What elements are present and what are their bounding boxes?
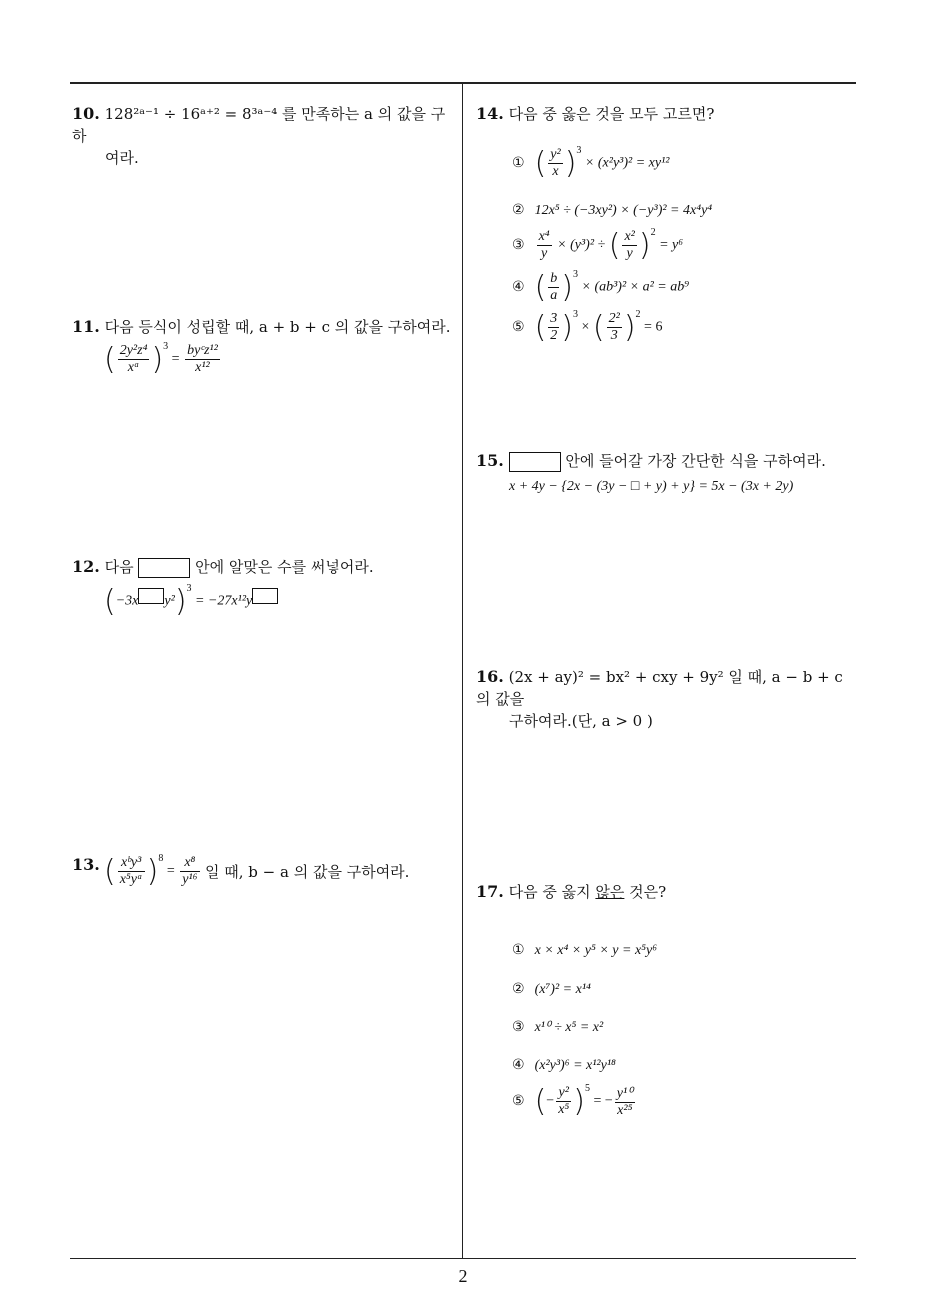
option-text: 12x⁵ ÷ (−3xy²) × (−y³)² = 4x⁴y⁴ xyxy=(534,203,713,218)
question-number: 11. xyxy=(72,317,100,336)
answer-box xyxy=(138,558,190,578)
option-text: × (y³)² ÷ xyxy=(557,237,606,253)
option-text: × (x²y³)² = xy¹² xyxy=(584,155,670,171)
answer-box xyxy=(138,588,164,604)
question-text-cont: 것은? xyxy=(629,883,667,901)
question-text: 다음 중 옳은 것을 모두 고르면? xyxy=(508,105,715,123)
column-divider xyxy=(462,84,463,1259)
sign: − xyxy=(546,1093,555,1109)
option-marker: ② xyxy=(512,981,525,997)
option-text: = − xyxy=(593,1093,613,1109)
question-number: 12. xyxy=(72,557,100,576)
question-number: 16. xyxy=(476,667,504,686)
frac-den: x⁵yᵃ xyxy=(119,872,143,887)
question-text: 다음 등식이 성립할 때, a + b + c 의 값을 구하여라. xyxy=(104,318,451,336)
question-text: (2x + ay)² = bx² + cxy + 9y² 일 때, a − b + c 의 값을 xyxy=(476,668,843,708)
equation-12: (−3x y²)$^3$ = −27x¹²y xyxy=(104,584,278,619)
question-16 xyxy=(476,666,861,732)
question-text-cont: 여라. xyxy=(105,149,139,167)
frac-num: 2y²z⁴ xyxy=(119,343,148,358)
top-rule xyxy=(70,82,856,84)
frac-den: y xyxy=(541,246,548,261)
frac-num: 3 xyxy=(550,311,558,326)
option-marker: ⑤ xyxy=(512,318,525,335)
q14-option-3: ③ $\frac{\text{x⁴}}{y}$ × (y³)² ÷ ( $\frac{\text{x²}}{y}$ )$^2$ = y⁶ xyxy=(512,226,684,263)
equation-15: x + 4y − {2x − (3y − □ + y) + y} = 5x − (3x + 2y) xyxy=(509,479,794,494)
q17-option-1 xyxy=(512,942,657,959)
q17-option-4 xyxy=(512,1057,616,1074)
exponent: 3 xyxy=(573,308,578,320)
q17-option-3 xyxy=(512,1019,603,1036)
eq-term: = −27x¹²y xyxy=(195,593,253,609)
frac-num: y² xyxy=(556,1085,571,1102)
frac-den: y xyxy=(626,246,633,261)
q14-option-5: ⑤ ( $\frac{3}{2}$ )$^3$ × ( $\frac{\text{2²}}{3}$ )$^2$ = 6 xyxy=(512,308,663,345)
question-text-cont: 안에 알맞은 수를 써넣어라. xyxy=(195,558,374,576)
exponent: 3 xyxy=(163,340,169,352)
option-text: = y⁶ xyxy=(659,237,684,253)
option-marker: ③ xyxy=(512,236,525,253)
frac-num: x⁸ xyxy=(180,855,199,872)
frac-den: x¹² xyxy=(195,360,210,375)
question-text: 일 때, b − a 의 값을 구하여라. xyxy=(205,863,410,881)
frac-num: 2² xyxy=(608,311,620,326)
frac-num: y² xyxy=(550,147,561,162)
question-number: 14. xyxy=(476,104,504,123)
exponent: 3 xyxy=(573,268,578,280)
frac-num: y¹⁰ xyxy=(616,1085,633,1101)
option-marker: ② xyxy=(512,202,525,218)
equation-13: ( $\frac{\text{xᵇy³}}{\text{x⁵yᵃ}}$ )$^8$ = $\frac{\text{x⁸}}{\text{y¹⁶}}$ 일 때, b − a 의 값을 구하여라. xyxy=(104,852,410,889)
q17-option-5: ⑤ (− $\frac{\text{y²}}{\text{x⁵}}$ )$^5$ = − $\frac{\text{y¹⁰}}{\text{x²⁵}}$ xyxy=(512,1082,633,1119)
q14-option-4: ④ ( $\frac{b}{a}$ )$^3$ × (ab³)² × a² = ab⁹ xyxy=(512,268,690,305)
frac-num: byᶜz¹² xyxy=(187,343,218,358)
question-13 xyxy=(72,854,100,876)
frac-num: xᵇy³ xyxy=(118,855,145,872)
page-number: 2 xyxy=(458,1266,468,1286)
question-text: 128²ᵃ⁻¹ ÷ 16ᵃ⁺² = 8³ᵃ⁻⁴ 를 만족하는 a 의 값을 구하 xyxy=(72,105,446,145)
option-marker: ④ xyxy=(512,1057,525,1073)
frac-den: 2 xyxy=(550,328,558,343)
question-number: 15. xyxy=(476,451,504,470)
q17-option-2 xyxy=(512,981,591,998)
frac-den: y¹⁶ xyxy=(182,872,198,887)
exponent: 2 xyxy=(635,308,641,320)
option-text: (x⁷)² = x¹⁴ xyxy=(534,982,591,997)
option-text: × (ab³)² × a² = ab⁹ xyxy=(581,279,690,295)
frac-num: b xyxy=(550,271,558,286)
question-number: 10. xyxy=(72,104,100,123)
frac-den: x²⁵ xyxy=(617,1102,633,1118)
exponent: 5 xyxy=(585,1082,590,1094)
question-text: 안에 들어갈 가장 간단한 식을 구하여라. xyxy=(565,452,826,470)
frac-den: 3 xyxy=(610,328,618,343)
frac-num: x² xyxy=(624,229,635,244)
q14-option-2 xyxy=(512,202,712,219)
q14-option-1: ① ( $\frac{\text{y²}}{x}$ )$^3$ × (x²y³)² = xy¹² xyxy=(512,144,670,181)
question-number: 13. xyxy=(72,855,100,874)
option-marker: ⑤ xyxy=(512,1092,525,1109)
bottom-rule xyxy=(70,1258,856,1259)
question-12 xyxy=(72,556,457,578)
eq-term: −3x xyxy=(115,593,139,609)
frac-num: x⁴ xyxy=(538,229,550,244)
option-marker: ③ xyxy=(512,1019,525,1035)
exponent: 8 xyxy=(158,852,164,864)
option-text: (x²y³)⁶ = x¹²y¹⁸ xyxy=(534,1058,616,1073)
question-text-cont: 구하여라.(단, a > 0 ) xyxy=(509,712,653,730)
option-marker: ④ xyxy=(512,278,525,295)
answer-box xyxy=(509,452,561,472)
underlined-word: 않은 xyxy=(595,883,625,901)
question-text: 다음 xyxy=(104,558,134,576)
answer-box xyxy=(252,588,278,604)
question-15 xyxy=(476,450,856,472)
eq-term: y² xyxy=(164,593,175,609)
frac-den: a xyxy=(550,288,558,303)
question-17 xyxy=(476,881,856,903)
option-marker: ① xyxy=(512,154,525,171)
question-text: 다음 중 옳지 xyxy=(508,883,591,901)
option-text: x × x⁴ × y⁵ × y = x⁵y⁶ xyxy=(534,943,658,958)
option-text: = 6 xyxy=(644,319,663,335)
equation-11: ( $\frac{\text{2y²z⁴}}{\text{xᵃ}}$ )$^3$ = $\frac{\text{byᶜz¹²}}{\text{x¹²}}$ xyxy=(104,340,218,377)
exponent: 2 xyxy=(650,226,656,238)
frac-den: x xyxy=(552,164,559,179)
option-text: x¹⁰ ÷ x⁵ = x² xyxy=(534,1020,604,1035)
question-14 xyxy=(476,103,856,125)
option-marker: ① xyxy=(512,942,525,958)
frac-den: x⁵ xyxy=(558,1102,570,1117)
question-10 xyxy=(72,103,457,169)
exponent: 3 xyxy=(576,144,582,156)
exponent: 3 xyxy=(186,582,192,594)
option-text: × xyxy=(581,319,590,335)
frac-den: xᵃ xyxy=(127,360,140,375)
question-number: 17. xyxy=(476,882,504,901)
question-11 xyxy=(72,316,457,338)
